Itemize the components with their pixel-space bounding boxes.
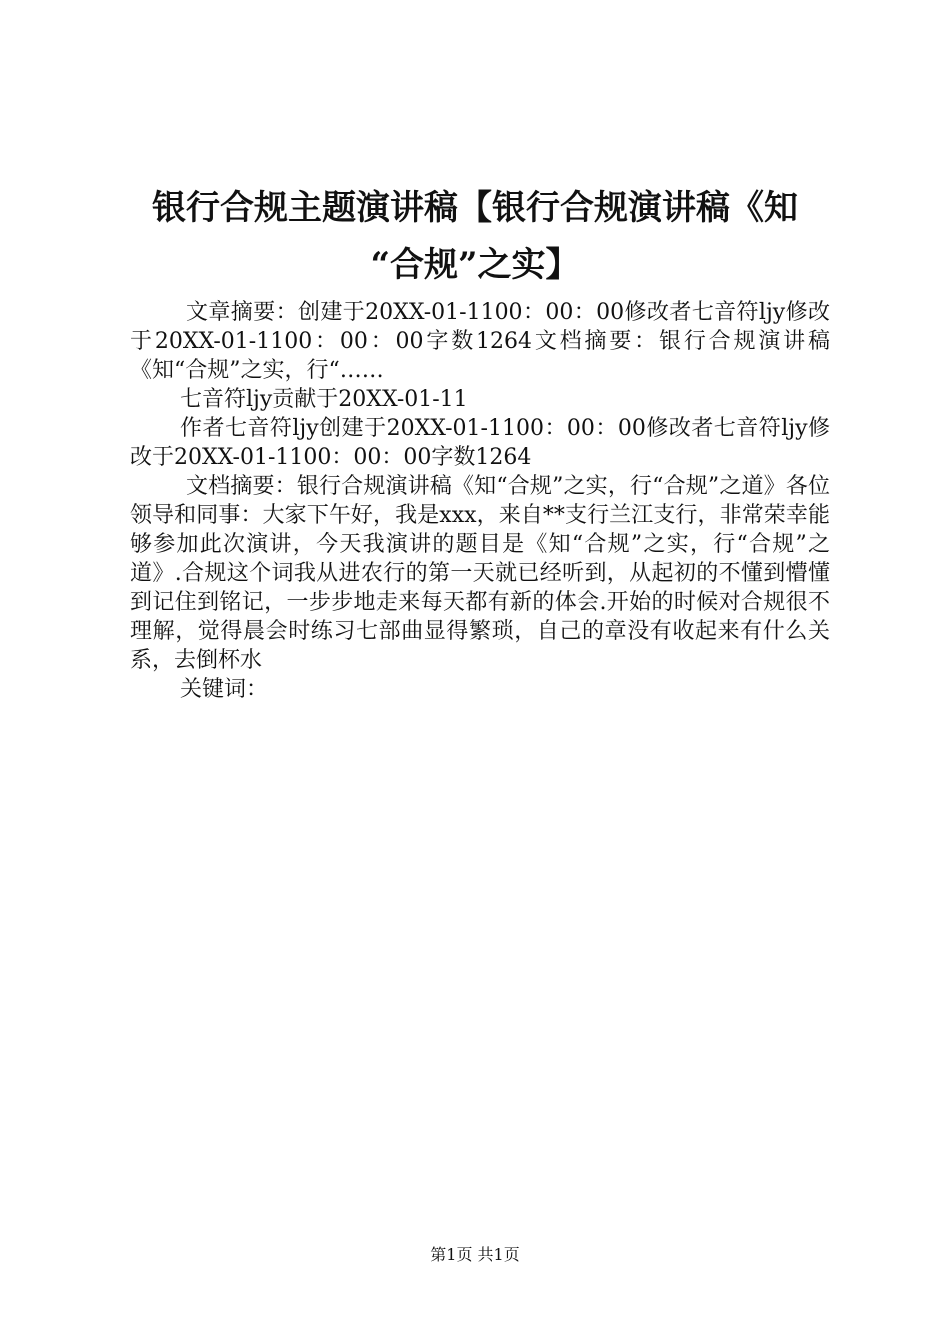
document-title-line2: “合规”之实】	[370, 245, 580, 285]
keywords-paragraph: 关键词：	[180, 677, 269, 702]
contributor-paragraph: 七音符ljy贡献于20XX-01-11	[180, 387, 468, 412]
author-info-paragraph: 作者七音符ljy创建于20XX-01-1100：00：00修改者七音符ljy修改于20XX-01-1100：00：00字数1264	[130, 416, 830, 470]
document-title-line1: 银行合规主题演讲稿【银行合规演讲稿《知	[152, 188, 798, 228]
document-body	[130, 298, 830, 704]
document-summary-paragraph: 文档摘要：银行合规演讲稿《知“合规”之实，行“合规”之道》各位领导和同事：大家下午好，我是xxx，来自**支行兰江支行，非常荣幸能够参加此次演讲，今天我演讲的题目是《知“合规”之实，行“合规”之道》.合规这个词我从进农行的第一天就已经听到，从起初的不懂到懵懂到记住到铭记，一步步地走来每天都有新的体会.开始的时候对合规很不理解，觉得晨会时练习七部曲显得繁琐，自己的章没有收起来有什么关系，去倒杯水	[130, 474, 830, 673]
page-number-footer: 第1页 共1页	[430, 1245, 520, 1264]
article-summary-paragraph: 文章摘要：创建于20XX-01-1100：00：00修改者七音符ljy修改于20XX-01-1100：00：00字数1264文档摘要：银行合规演讲稿《知“合规”之实，行“……	[130, 300, 830, 383]
